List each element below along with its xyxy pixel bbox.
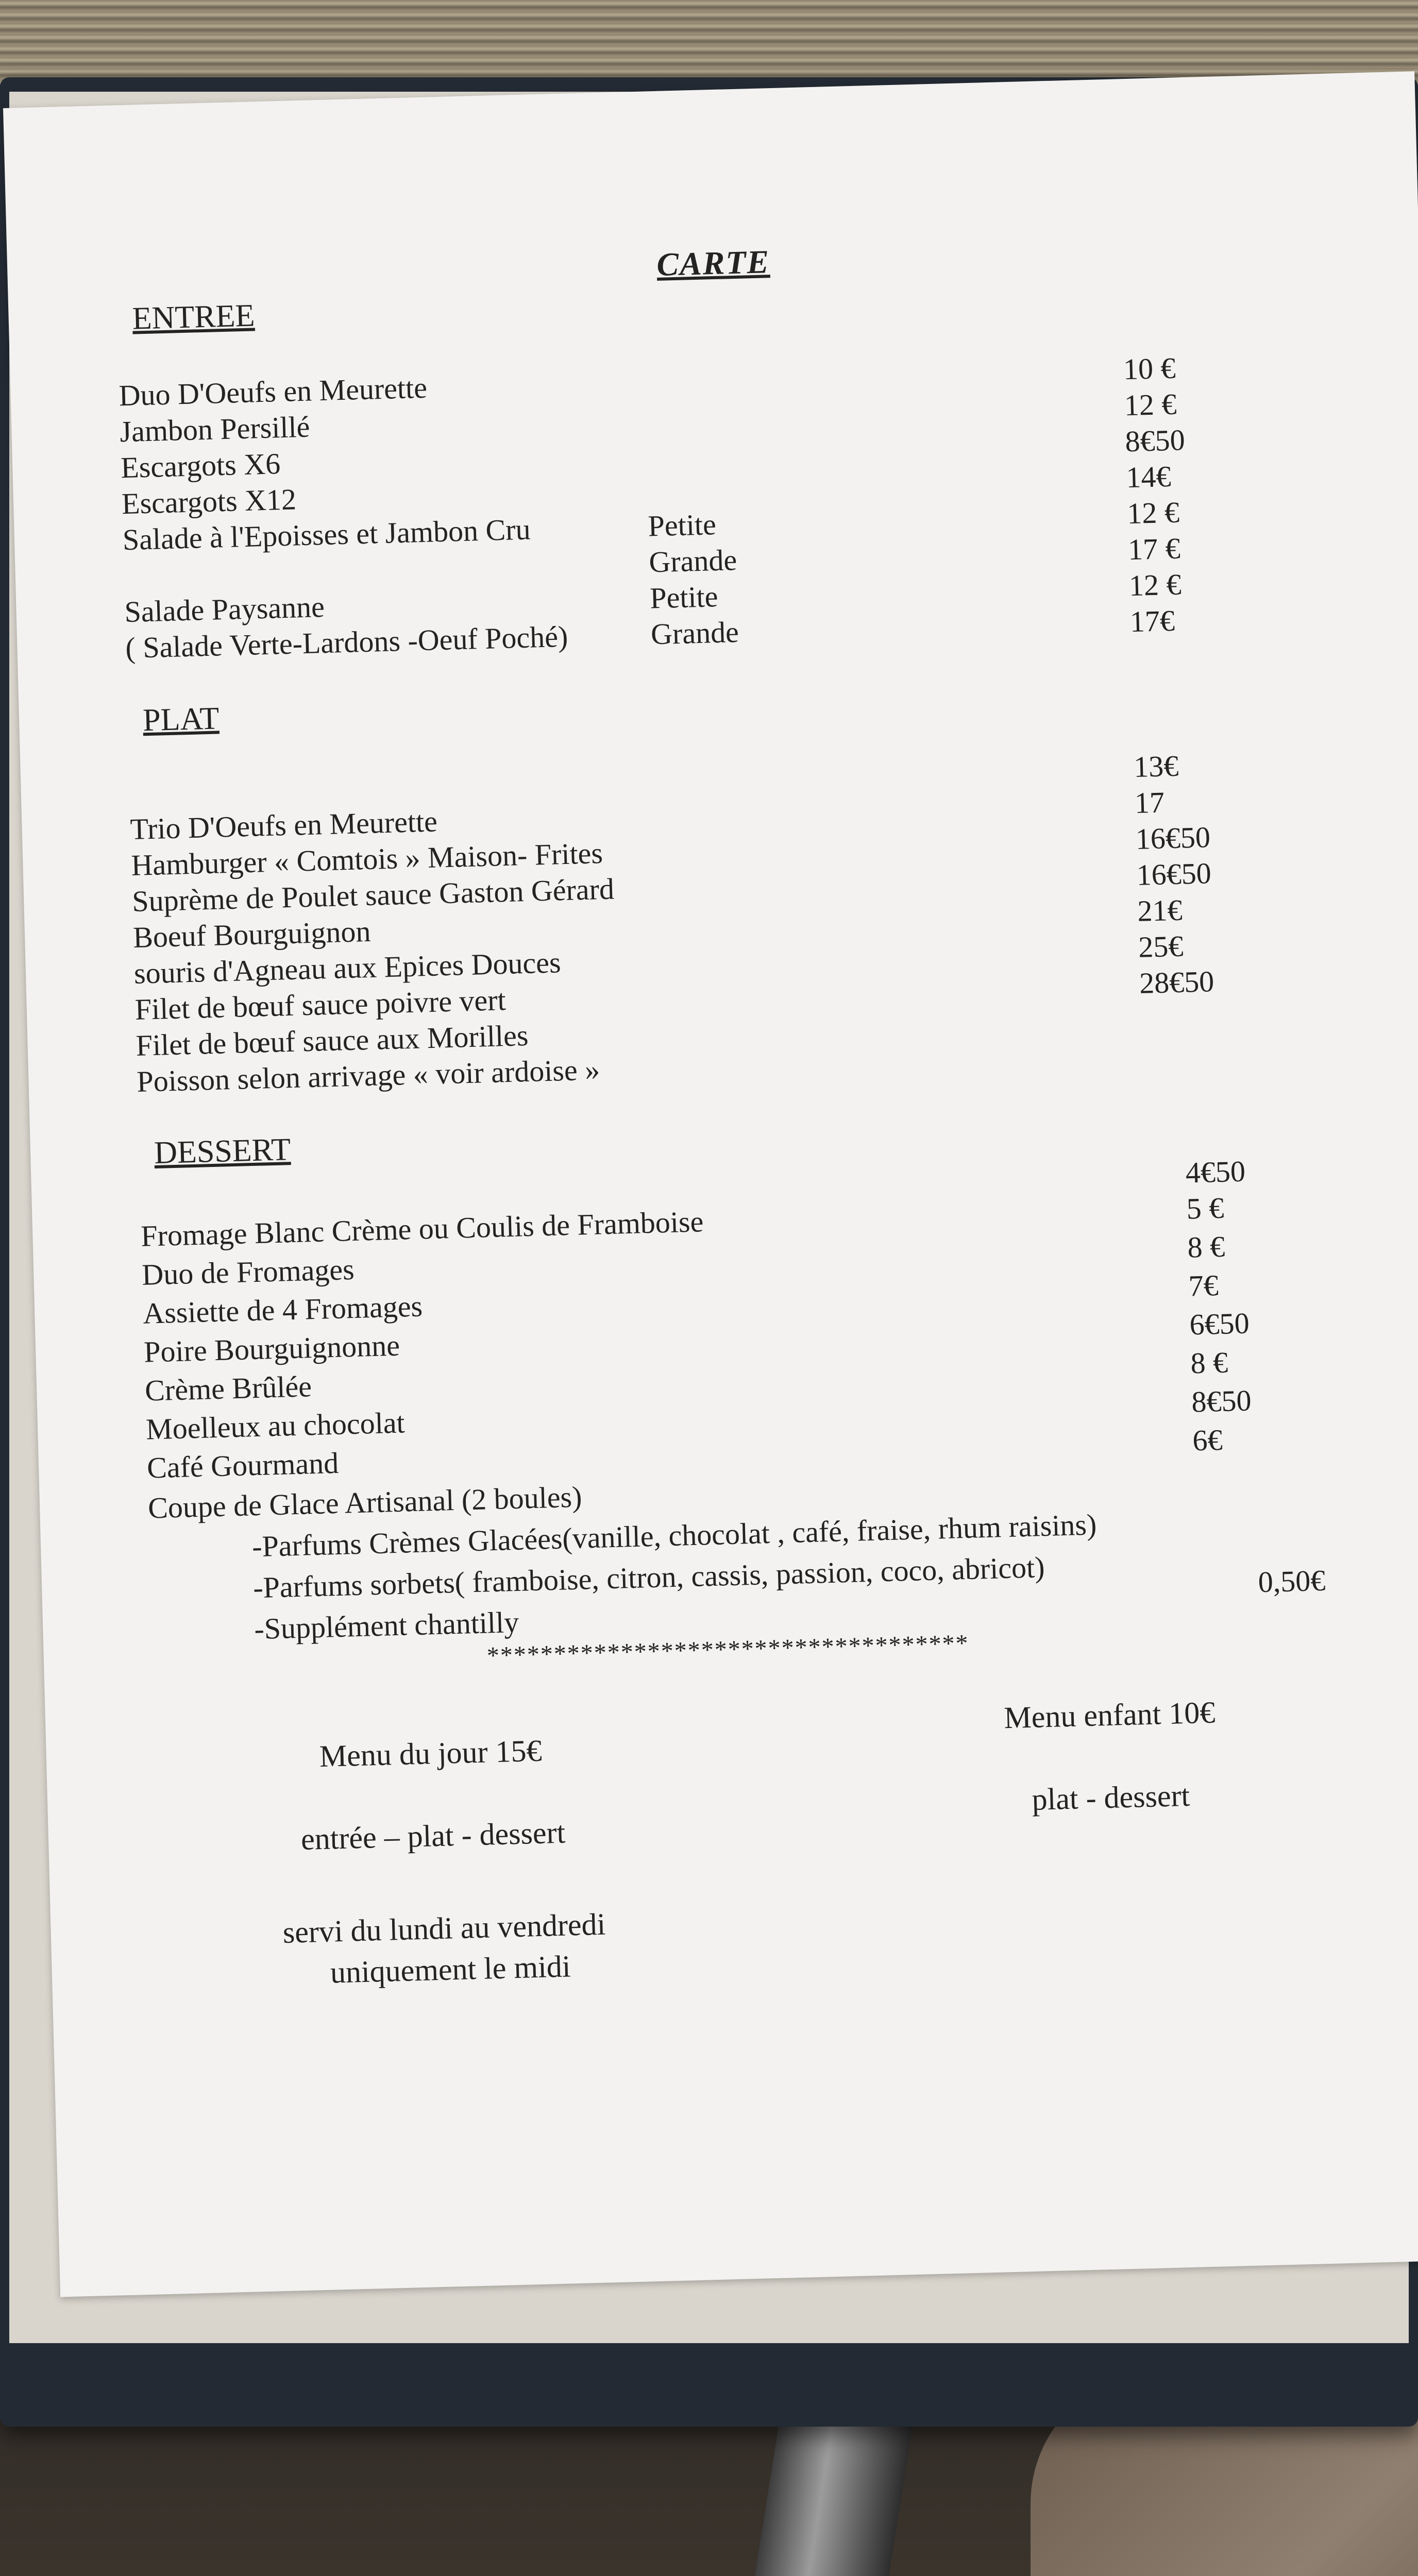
menu-title: CARTE xyxy=(656,243,771,283)
item-price: 8€50 xyxy=(1124,423,1186,459)
item-name: Trio D'Oeufs en Meurette xyxy=(129,804,438,846)
item-price: 17 € xyxy=(1127,531,1181,567)
item-price: 8 € xyxy=(1187,1229,1225,1264)
glace-chantilly-price: 0,50€ xyxy=(1257,1563,1326,1599)
item-name: Poire Bourguignonne xyxy=(143,1328,400,1369)
item-price: 28€50 xyxy=(1139,964,1215,1000)
item-name: Jambon Persillé xyxy=(119,410,311,449)
item-name: ( Salade Verte-Lardons -Oeuf Poché) xyxy=(125,619,568,665)
item-price: 8 € xyxy=(1190,1345,1228,1380)
item-name: Escargots X6 xyxy=(120,447,281,485)
menu-du-jour-title: Menu du jour 15€ xyxy=(319,1733,543,1774)
item-name: Duo D'Oeufs en Meurette xyxy=(118,370,428,413)
item-price: 14€ xyxy=(1125,459,1172,495)
item-price: 4€50 xyxy=(1185,1154,1246,1190)
item-name: souris d'Agneau aux Epices Douces xyxy=(133,945,562,990)
section-heading-dessert: DESSERT xyxy=(154,1132,291,1171)
item-price: 16€50 xyxy=(1135,820,1211,856)
item-name: Escargots X12 xyxy=(121,482,297,521)
item-name: Filet de bœuf sauce poivre vert xyxy=(134,983,507,1026)
item-price: 21€ xyxy=(1137,893,1183,928)
menu-du-jour-midi: uniquement le midi xyxy=(330,1949,571,1990)
item-name: Salade Paysanne xyxy=(124,590,325,629)
item-size: Petite xyxy=(647,507,717,543)
glace-cremes: -Parfums Crèmes Glacées(vanille, chocolat , café, fraise, rhum raisins) xyxy=(251,1507,1098,1564)
stars-divider: ************************************ xyxy=(486,1629,970,1670)
item-name: Assiette de 4 Fromages xyxy=(142,1289,423,1330)
menu-content xyxy=(115,227,1418,2268)
item-price: 17 xyxy=(1134,785,1165,820)
menu-du-jour-courses: entrée – plat - dessert xyxy=(300,1815,566,1857)
glace-chantilly: -Supplément chantilly xyxy=(254,1605,519,1646)
item-price: 10 € xyxy=(1123,351,1176,386)
item-price: 7€ xyxy=(1188,1268,1219,1303)
item-price: 17€ xyxy=(1129,603,1175,639)
item-name: Moelleux au chocolat xyxy=(145,1405,406,1446)
item-size: Grande xyxy=(650,615,739,651)
item-name: Fromage Blanc Crème ou Coulis de Framboise xyxy=(140,1205,704,1253)
item-price: 25€ xyxy=(1138,929,1184,964)
item-name: Filet de bœuf sauce aux Morilles xyxy=(135,1018,529,1062)
menu-enfant-courses: plat - dessert xyxy=(1031,1778,1190,1817)
menu-sheet xyxy=(3,71,1418,2297)
section-heading-plat: PLAT xyxy=(142,701,220,738)
item-name: Duo de Fromages xyxy=(141,1252,355,1292)
item-name: Crème Brûlée xyxy=(144,1369,312,1408)
item-size: Grande xyxy=(648,543,737,579)
item-price: 12 € xyxy=(1128,567,1182,603)
item-price: 12 € xyxy=(1126,495,1180,531)
item-name: Café Gourmand xyxy=(146,1446,339,1485)
item-price: 6€50 xyxy=(1189,1306,1250,1342)
item-name: Boeuf Bourguignon xyxy=(132,914,372,954)
item-price: 13€ xyxy=(1133,749,1179,784)
item-name: Hamburger « Comtois » Maison- Frites xyxy=(130,836,603,882)
item-price: 16€50 xyxy=(1136,856,1212,892)
item-price: 12 € xyxy=(1123,387,1177,422)
section-heading-entree: ENTREE xyxy=(131,298,256,336)
glace-title: Coupe de Glace Artisanal (2 boules) xyxy=(147,1480,583,1525)
menu-du-jour-days: servi du lundi au vendredi xyxy=(282,1907,606,1950)
menu-enfant-title: Menu enfant 10€ xyxy=(1003,1695,1216,1735)
item-name: Suprème de Poulet sauce Gaston Gérard xyxy=(131,872,615,918)
item-name: Salade à l'Epoisses et Jambon Cru xyxy=(122,512,531,557)
item-price: 8€50 xyxy=(1191,1383,1252,1419)
item-name: Poisson selon arrivage « voir ardoise » xyxy=(136,1053,600,1098)
item-price: 6€ xyxy=(1192,1422,1223,1458)
item-price: 5 € xyxy=(1186,1191,1225,1226)
glace-sorbets: -Parfums sorbets( framboise, citron, cassis, passion, coco, abricot) xyxy=(252,1550,1045,1605)
item-size: Petite xyxy=(649,580,719,615)
